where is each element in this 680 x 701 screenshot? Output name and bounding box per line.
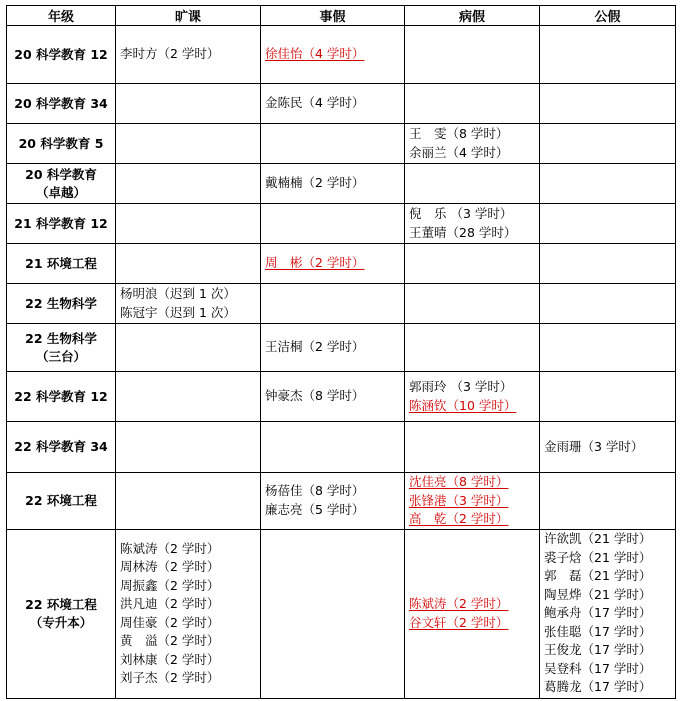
class-name-cell [7, 164, 116, 204]
class-name-line: 22 环境工程 [25, 596, 97, 612]
student-entry: 陈涵钦（10 学时） [409, 397, 517, 413]
table-row [7, 164, 676, 204]
student-entry: 裘子焓（21 学时） [544, 549, 652, 565]
truancy-cell [116, 529, 261, 698]
class-name-cell [7, 26, 116, 84]
truancy-cell [116, 284, 261, 324]
personal-leave-cell [261, 244, 405, 284]
class-name-line: 22 生物科学 [25, 295, 97, 311]
student-entry: 金陈民（4 学时） [265, 95, 365, 111]
student-entry: 高 乾（2 学时） [409, 511, 509, 526]
class-name-line: 22 环境工程 [25, 492, 97, 508]
student-entry: 洪凡迪（2 学时） [120, 596, 220, 611]
personal-leave-cell [261, 372, 405, 422]
sick-leave-cell [405, 204, 540, 244]
personal-leave-cell [261, 422, 405, 473]
header-grade: 年级 [7, 6, 116, 26]
student-entry: 王洁桐（2 学时） [265, 339, 365, 355]
header-sick-leave: 病假 [405, 6, 540, 26]
student-entry: 陈斌涛（2 学时） [409, 596, 509, 611]
class-name-line: 20 科学教育 12 [14, 46, 108, 62]
student-entry: 郭雨玲 （3 学时） [409, 379, 513, 394]
official-leave-cell [540, 324, 676, 372]
table-row [7, 26, 676, 84]
official-leave-cell [540, 244, 676, 284]
class-name-line: 22 生物科学 [25, 330, 97, 346]
student-entry: 沈佳亮（8 学时） [409, 474, 509, 489]
class-name-cell [7, 204, 116, 244]
class-name-cell [7, 324, 116, 372]
class-name-cell [7, 244, 116, 284]
class-name-cell [7, 372, 116, 422]
table-row [7, 473, 676, 530]
official-leave-cell [540, 124, 676, 164]
table-row [7, 324, 676, 372]
student-entry: 周振鑫（2 学时） [120, 577, 220, 593]
class-name-line: 22 科学教育 12 [14, 388, 108, 404]
personal-leave-cell [261, 529, 405, 698]
truancy-cell [116, 26, 261, 84]
sick-leave-cell [405, 473, 540, 530]
table-row [7, 284, 676, 324]
personal-leave-cell [261, 164, 405, 204]
truancy-cell [116, 473, 261, 530]
student-entry: 张锋港（3 学时） [409, 492, 509, 508]
student-entry: 谷文轩（2 学时） [409, 614, 509, 630]
official-leave-cell [540, 473, 676, 530]
official-leave-cell [540, 84, 676, 124]
truancy-cell [116, 324, 261, 372]
table-row [7, 529, 676, 698]
student-entry: 吴登科（17 学时） [544, 660, 652, 676]
table-row [7, 422, 676, 473]
sick-leave-cell [405, 422, 540, 473]
sick-leave-cell [405, 26, 540, 84]
truancy-cell [116, 244, 261, 284]
truancy-cell [116, 84, 261, 124]
student-entry: 倪 乐 （3 学时） [409, 206, 513, 221]
class-name-cell [7, 422, 116, 473]
class-name-cell [7, 284, 116, 324]
official-leave-cell [540, 284, 676, 324]
student-entry: 李时方（2 学时） [120, 46, 220, 62]
sick-leave-cell [405, 164, 540, 204]
truancy-cell [116, 164, 261, 204]
student-entry: 周 彬（2 学时） [265, 255, 365, 271]
header-row [7, 6, 676, 26]
table-row [7, 84, 676, 124]
student-entry: 杨明浪（迟到 1 次） [120, 286, 236, 301]
student-entry: 王 雯（8 学时） [409, 126, 509, 141]
personal-leave-cell [261, 473, 405, 530]
class-name-line: 20 科学教育 [25, 166, 97, 182]
personal-leave-cell [261, 284, 405, 324]
student-entry: 戴楠楠（2 学时） [265, 175, 365, 191]
sick-leave-cell [405, 372, 540, 422]
sick-leave-cell [405, 529, 540, 698]
header-official-leave: 公假 [540, 6, 676, 26]
official-leave-cell [540, 422, 676, 473]
official-leave-cell [540, 164, 676, 204]
table-row [7, 204, 676, 244]
truancy-cell [116, 422, 261, 473]
class-name-line: 22 科学教育 34 [14, 439, 108, 454]
attendance-table [6, 5, 676, 699]
student-entry: 许欲凯（21 学时） [544, 531, 652, 547]
student-entry: 王董晴（28 学时） [409, 224, 517, 240]
class-name-line: （卓越） [35, 184, 86, 200]
header-personal-leave: 事假 [261, 6, 405, 26]
header-truancy: 旷课 [116, 6, 261, 26]
table-body [7, 26, 676, 699]
student-entry: 廉志亮（5 学时） [265, 501, 365, 517]
truancy-cell [116, 372, 261, 422]
table-row [7, 124, 676, 164]
sick-leave-cell [405, 324, 540, 372]
class-name-line: 20 科学教育 34 [14, 95, 108, 111]
class-name-line: （专升本） [29, 614, 93, 630]
class-name-line: 21 环境工程 [25, 255, 97, 271]
official-leave-cell [540, 372, 676, 422]
student-entry: 张佳聪（17 学时） [544, 623, 652, 639]
student-entry: 徐佳怡（4 学时） [265, 46, 365, 62]
personal-leave-cell [261, 324, 405, 372]
class-name-line: （三台） [35, 348, 86, 364]
student-entry: 刘林康（2 学时） [120, 651, 220, 667]
personal-leave-cell [261, 124, 405, 164]
official-leave-cell [540, 529, 676, 698]
student-entry: 王俊龙（17 学时） [544, 642, 652, 658]
student-entry: 余丽兰（4 学时） [409, 144, 509, 160]
sick-leave-cell [405, 284, 540, 324]
personal-leave-cell [261, 26, 405, 84]
official-leave-cell [540, 204, 676, 244]
class-name-cell [7, 529, 116, 698]
student-entry: 周林涛（2 学时） [120, 559, 220, 574]
student-entry: 刘子杰（2 学时） [120, 670, 220, 685]
student-entry: 郭 磊（21 学时） [544, 568, 652, 584]
class-name-cell [7, 473, 116, 530]
sick-leave-cell [405, 124, 540, 164]
student-entry: 葛腾龙（17 学时） [544, 679, 652, 695]
student-entry: 杨蓓佳（8 学时） [265, 483, 365, 499]
student-entry: 陈斌涛（2 学时） [120, 540, 220, 556]
personal-leave-cell [261, 204, 405, 244]
class-name-line: 21 科学教育 12 [14, 215, 108, 231]
table-row [7, 372, 676, 422]
official-leave-cell [540, 26, 676, 84]
table-row [7, 244, 676, 284]
student-entry: 周佳豪（2 学时） [120, 614, 220, 630]
truancy-cell [116, 204, 261, 244]
class-name-cell [7, 84, 116, 124]
student-entry: 黄 溢（2 学时） [120, 633, 220, 648]
student-entry: 金雨珊（3 学时） [544, 438, 644, 454]
class-name-cell [7, 124, 116, 164]
student-entry: 鲍承舟（17 学时） [544, 605, 652, 621]
truancy-cell [116, 124, 261, 164]
student-entry: 陈冠宇（迟到 1 次） [120, 304, 236, 320]
sick-leave-cell [405, 84, 540, 124]
class-name-line: 20 科学教育 5 [18, 135, 104, 151]
student-entry: 钟豪杰（8 学时） [265, 388, 365, 404]
sick-leave-cell [405, 244, 540, 284]
personal-leave-cell [261, 84, 405, 124]
student-entry: 陶昱烨（21 学时） [544, 586, 652, 602]
